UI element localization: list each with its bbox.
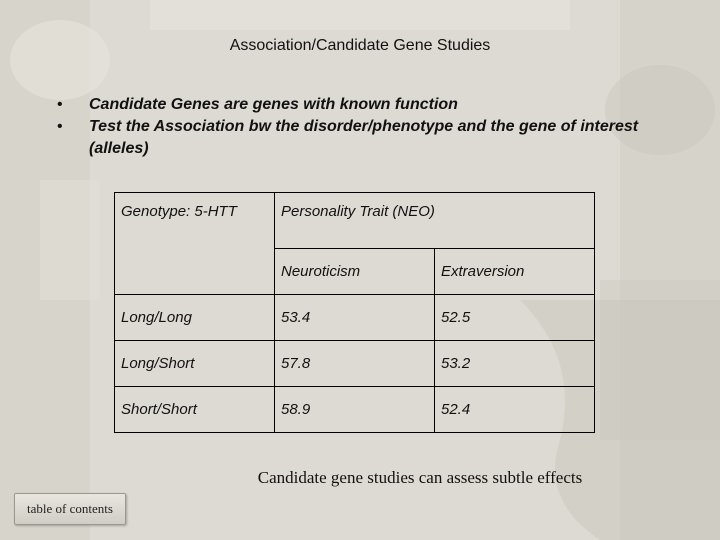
header-trait: Personality Trait (NEO): [275, 193, 595, 249]
bullet-list: [57, 94, 697, 160]
extraversion-cell: 53.2: [435, 341, 595, 387]
genotype-cell: Long/Short: [115, 341, 275, 387]
table-row: [115, 341, 595, 387]
table-row: [115, 295, 595, 341]
subheader-extraversion: Extraversion: [435, 249, 595, 295]
extraversion-cell: 52.5: [435, 295, 595, 341]
genotype-cell: Long/Long: [115, 295, 275, 341]
extraversion-cell: 52.4: [435, 387, 595, 433]
neuroticism-cell: 53.4: [275, 295, 435, 341]
table-row: [115, 387, 595, 433]
bullet-text: Test the Association bw the disorder/phenotype and the gene of interest (alleles): [89, 118, 639, 157]
genotype-cell: Short/Short: [115, 387, 275, 433]
table-of-contents-button[interactable]: table of contents: [14, 493, 126, 525]
slide-caption: Candidate gene studies can assess subtle effects: [257, 468, 583, 487]
neuroticism-cell: 58.9: [275, 387, 435, 433]
empty-cell: [115, 249, 275, 295]
bullet-marker: •: [57, 96, 63, 113]
bullet-item: [57, 116, 697, 160]
slide-title: Association/Candidate Gene Studies: [229, 37, 491, 54]
bullet-text: Candidate Genes are genes with known function: [89, 96, 458, 113]
neuroticism-cell: 57.8: [275, 341, 435, 387]
table-header-row: [115, 193, 595, 249]
bullet-item: [57, 94, 697, 116]
subheader-neuroticism: Neuroticism: [275, 249, 435, 295]
bullet-marker: •: [57, 118, 63, 135]
genotype-trait-table: [114, 192, 595, 433]
header-genotype: Genotype: 5-HTT: [115, 193, 275, 249]
table-subheader-row: [115, 249, 595, 295]
